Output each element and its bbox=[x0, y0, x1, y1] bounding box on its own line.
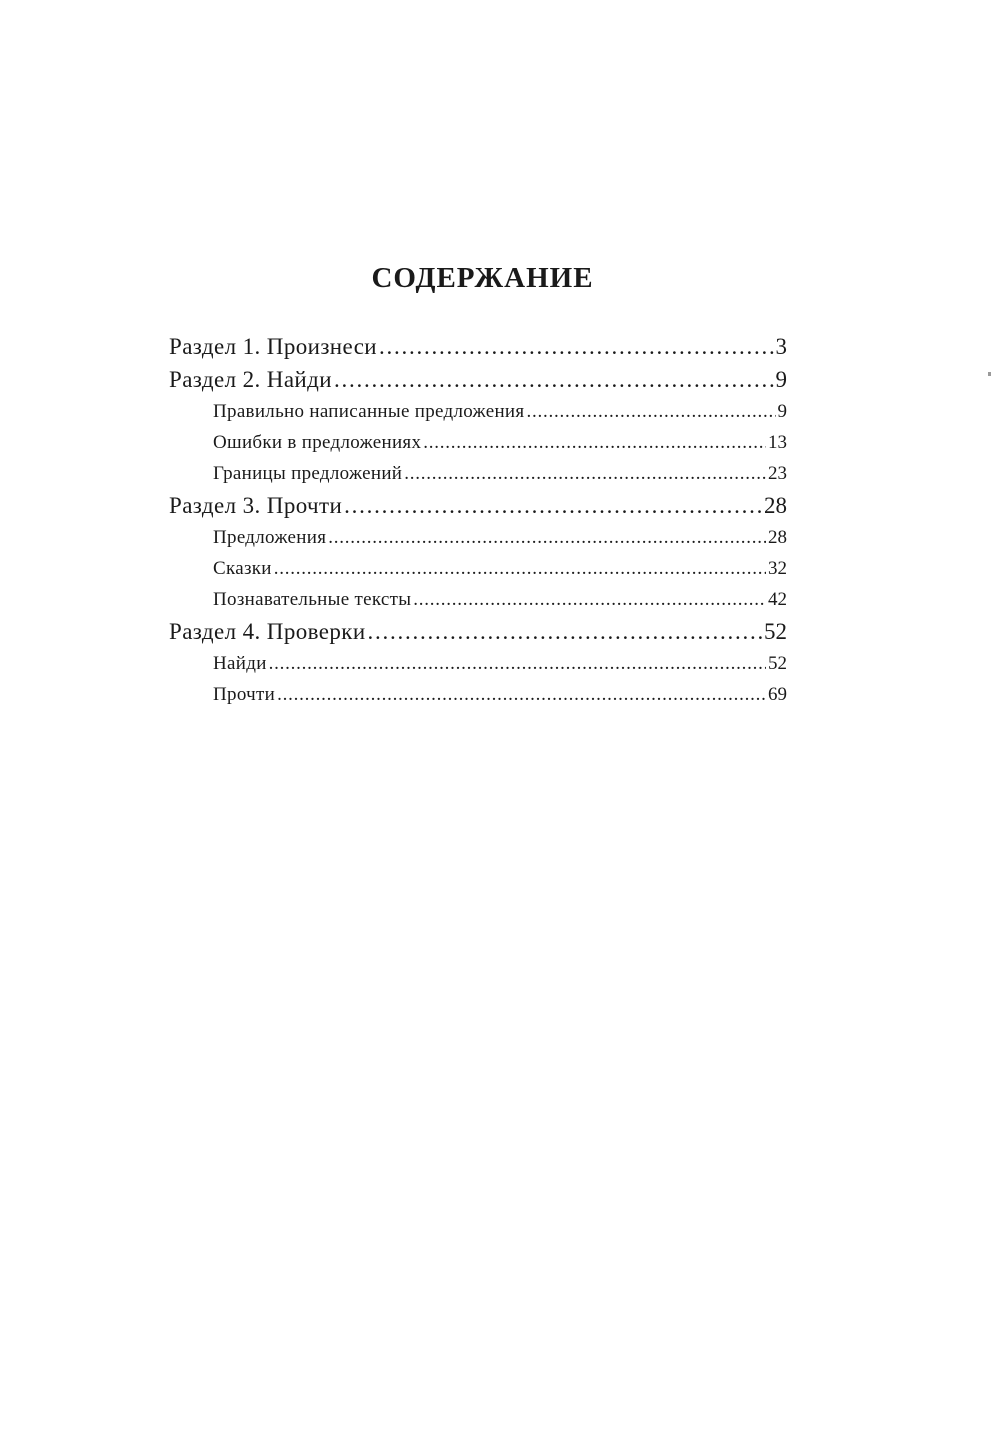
toc-page-number: 9 bbox=[777, 401, 787, 422]
toc-entry-label: Прочти bbox=[213, 684, 276, 705]
toc-entry-label: Раздел 3. Прочти bbox=[169, 493, 343, 518]
toc-entry-subsection bbox=[169, 679, 787, 710]
toc-entry-subsection bbox=[169, 584, 787, 615]
dot-leader bbox=[379, 330, 773, 363]
dot-leader bbox=[423, 427, 766, 458]
toc-entry-label: Раздел 4. Проверки bbox=[169, 619, 366, 644]
toc-page-number: 13 bbox=[768, 432, 787, 453]
dot-leader bbox=[413, 584, 766, 615]
toc-entry-subsection bbox=[169, 396, 787, 427]
scan-mark bbox=[988, 372, 991, 376]
dot-leader bbox=[368, 615, 762, 648]
toc-page-number: 52 bbox=[764, 619, 787, 644]
toc-page-number: 28 bbox=[768, 527, 787, 548]
toc-entry-subsection bbox=[169, 648, 787, 679]
toc-page-number: 9 bbox=[775, 367, 787, 392]
dot-leader bbox=[404, 458, 766, 489]
dot-leader bbox=[274, 553, 766, 584]
toc-entry-label: Предложения bbox=[213, 527, 327, 548]
toc-entry-label: Найди bbox=[213, 653, 267, 674]
toc-entry-label: Раздел 2. Найди bbox=[169, 367, 332, 392]
dot-leader bbox=[277, 679, 766, 710]
toc-page-number: 23 bbox=[768, 463, 787, 484]
toc-entry-section-2 bbox=[169, 363, 787, 396]
toc-page-number: 28 bbox=[764, 493, 787, 518]
toc-entry-section-3 bbox=[169, 489, 787, 522]
table-of-contents bbox=[169, 330, 787, 710]
toc-entry-subsection bbox=[169, 553, 787, 584]
dot-leader bbox=[328, 522, 766, 553]
toc-entry-subsection bbox=[169, 427, 787, 458]
toc-entry-label: Ошибки в предложениях bbox=[213, 432, 422, 453]
dot-leader bbox=[269, 648, 766, 679]
dot-leader bbox=[526, 396, 775, 427]
toc-entry-label: Познавательные тексты bbox=[213, 589, 412, 610]
toc-page-number: 42 bbox=[768, 589, 787, 610]
toc-entry-subsection bbox=[169, 522, 787, 553]
dot-leader bbox=[334, 363, 774, 396]
toc-entry-label: Границы предложений bbox=[213, 463, 403, 484]
dot-leader bbox=[344, 489, 762, 522]
toc-page-number: 69 bbox=[768, 684, 787, 705]
toc-entry-label: Раздел 1. Произнеси bbox=[169, 334, 378, 359]
toc-page-number: 3 bbox=[775, 334, 787, 359]
page-title: СОДЕРЖАНИЕ bbox=[371, 262, 594, 294]
toc-page-number: 52 bbox=[768, 653, 787, 674]
toc-entry-subsection bbox=[169, 458, 787, 489]
toc-entry-label: Правильно написанные предложения bbox=[213, 401, 525, 422]
toc-entry-section-1 bbox=[169, 330, 787, 363]
toc-entry-label: Сказки bbox=[213, 558, 272, 579]
toc-page-number: 32 bbox=[768, 558, 787, 579]
toc-entry-section-4 bbox=[169, 615, 787, 648]
